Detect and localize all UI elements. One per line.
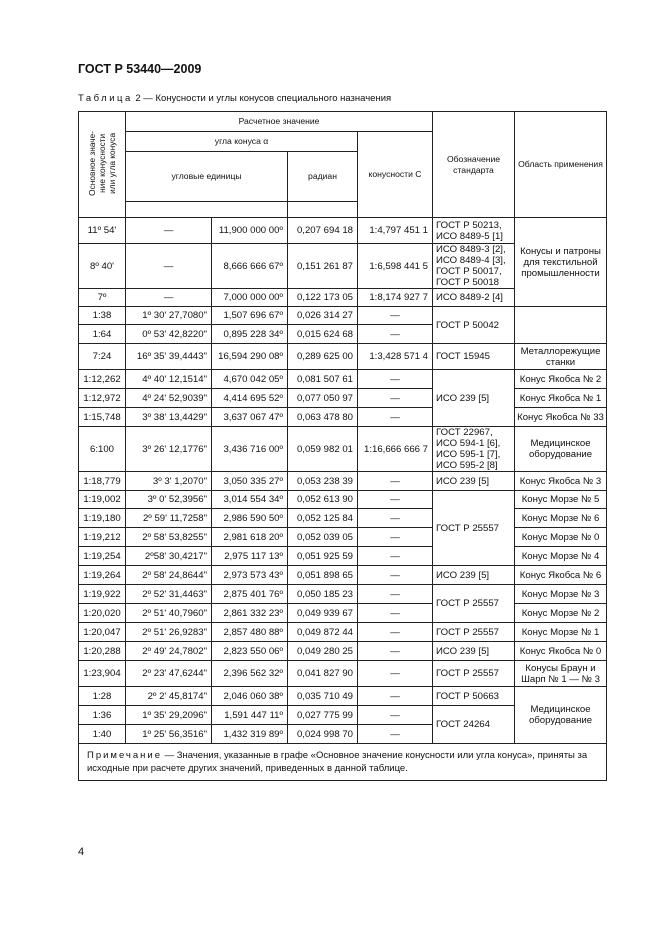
cell-application: Конус Якобса № 6: [515, 566, 607, 585]
table-row: [79, 307, 607, 325]
table-row: [79, 566, 607, 585]
cell-base: 1:20,288: [79, 642, 126, 661]
cell-radian: 0,077 050 97: [288, 389, 358, 408]
cell-radian: 0,027 775 99: [288, 706, 358, 725]
cell-angle-dms: 3º 3' 1,2070": [126, 472, 212, 491]
cell-radian: 0,049 939 67: [288, 604, 358, 623]
cell-radian: 0,052 125 84: [288, 509, 358, 528]
header-radian: радиан: [288, 152, 358, 202]
cell-radian: 0,052 613 90: [288, 491, 358, 509]
cell-base: 1:19,002: [79, 491, 126, 509]
cell-conicity: —: [358, 687, 433, 706]
cell-application: Конус Якобса № 33: [515, 408, 607, 427]
cell-radian: 0,024 998 70: [288, 725, 358, 744]
header-cone-angle: угла конуса α: [126, 132, 358, 152]
cell-radian: 0,063 478 80: [288, 408, 358, 427]
table-row: [79, 389, 607, 408]
cell-angle-dms: —: [126, 244, 212, 289]
cell-conicity: —: [358, 307, 433, 325]
header-spacer: [126, 202, 288, 218]
cell-base: 1:40: [79, 725, 126, 744]
cell-standard: ИСО 239 [5]: [433, 370, 515, 427]
cell-base: 1:36: [79, 706, 126, 725]
cell-application: Конусы Браун и Шарп № 1 — № 3: [515, 661, 607, 687]
cell-conicity: —: [358, 623, 433, 642]
cell-angle-dms: 2º 49' 24,7802": [126, 642, 212, 661]
cell-radian: 0,035 710 49: [288, 687, 358, 706]
header-application: Область применения: [515, 112, 607, 218]
cell-radian: 0,026 314 27: [288, 307, 358, 325]
caption-label: Таблица: [78, 93, 133, 104]
table-row: [79, 661, 607, 687]
page-number: 4: [78, 846, 85, 858]
cell-application: Металлорежущие станки: [515, 344, 607, 370]
cell-base: 1:23,904: [79, 661, 126, 687]
cell-standard: ГОСТ 15945: [433, 344, 515, 370]
table-note: [79, 744, 607, 781]
cell-standard: ГОСТ Р 25557: [433, 623, 515, 642]
cell-conicity: —: [358, 604, 433, 623]
cell-radian: 0,207 694 18: [288, 218, 358, 244]
cell-radian: 0,015 624 68: [288, 325, 358, 344]
cell-conicity: 1:6,598 441 5: [358, 244, 433, 289]
cell-angle-deg: 1,432 319 89º: [212, 725, 288, 744]
cell-angle-deg: 7,000 000 00º: [212, 289, 288, 307]
table-caption: [78, 93, 391, 104]
cell-angle-dms: 3º 26' 12,1776": [126, 427, 212, 472]
cell-conicity: —: [358, 370, 433, 389]
cell-conicity: —: [358, 725, 433, 744]
table-row: [79, 491, 607, 509]
cell-standard: ИСО 239 [5]: [433, 472, 515, 491]
cell-conicity: 1:4,797 451 1: [358, 218, 433, 244]
cell-angle-dms: 4º 40' 12,1514": [126, 370, 212, 389]
cell-application: [515, 307, 607, 344]
cell-application: Конус Якобса № 3: [515, 472, 607, 491]
cell-angle-dms: 1º 25' 56,3516": [126, 725, 212, 744]
cell-conicity: 1:8,174 927 7: [358, 289, 433, 307]
cell-base: 1:18,779: [79, 472, 126, 491]
cell-conicity: —: [358, 472, 433, 491]
cell-standard: ИСО 239 [5]: [433, 642, 515, 661]
cell-base: 7º: [79, 289, 126, 307]
cell-angle-dms: 0º 53' 42,8220": [126, 325, 212, 344]
table-row: [79, 687, 607, 706]
cell-conicity: —: [358, 389, 433, 408]
cell-radian: 0,049 280 25: [288, 642, 358, 661]
cell-angle-deg: 2,875 401 76º: [212, 585, 288, 604]
table-row: [79, 547, 607, 566]
cell-conicity: —: [358, 661, 433, 687]
note-text: — Значения, указанные в графе «Основное значение конусности или угла конуса», приняты за исходные при расчете других значений, приведенных в данной таблице.: [87, 750, 588, 774]
cell-angle-dms: 1º 30' 27,7080": [126, 307, 212, 325]
cell-application: Конус Морзе № 6: [515, 509, 607, 528]
cell-angle-dms: —: [126, 289, 212, 307]
cell-angle-dms: 2º 58' 24,8644": [126, 566, 212, 585]
cell-angle-deg: 8,666 666 67º: [212, 244, 288, 289]
table-row: [79, 408, 607, 427]
cell-angle-deg: 4,414 695 52º: [212, 389, 288, 408]
cell-standard: ГОСТ Р 50213, ИСО 8489-5 [1]: [433, 218, 515, 244]
table-row: [79, 370, 607, 389]
cell-angle-dms: 2º 51' 26,9283": [126, 623, 212, 642]
document-header: ГОСТ Р 53440—2009: [78, 62, 202, 76]
cell-angle-deg: 2,975 117 13º: [212, 547, 288, 566]
cell-conicity: —: [358, 325, 433, 344]
cell-standard: ИСО 239 [5]: [433, 566, 515, 585]
cell-angle-dms: 1º 35' 29,2096": [126, 706, 212, 725]
cell-angle-dms: 2º 52' 31,4463": [126, 585, 212, 604]
cell-application: Конусы и патроны для текстильной промышленности: [515, 218, 607, 307]
cell-angle-deg: 3,436 716 00º: [212, 427, 288, 472]
table-row: [79, 344, 607, 370]
table-row: [79, 585, 607, 604]
cell-base: 1:19,180: [79, 509, 126, 528]
cell-standard: ИСО 8489-2 [4]: [433, 289, 515, 307]
cell-conicity: —: [358, 408, 433, 427]
cell-angle-dms: 2º 59' 11,7258": [126, 509, 212, 528]
cell-radian: 0,081 507 61: [288, 370, 358, 389]
cell-standard: ГОСТ 24264: [433, 706, 515, 744]
cell-conicity: —: [358, 706, 433, 725]
cell-base: 1:15,748: [79, 408, 126, 427]
cell-angle-deg: 2,981 618 20º: [212, 528, 288, 547]
cell-standard: ГОСТ Р 25557: [433, 491, 515, 566]
cell-angle-deg: 2,973 573 43º: [212, 566, 288, 585]
table-row: [79, 472, 607, 491]
cell-radian: 0,051 925 59: [288, 547, 358, 566]
cell-conicity: —: [358, 491, 433, 509]
cell-base: 1:38: [79, 307, 126, 325]
cell-angle-deg: 2,046 060 38º: [212, 687, 288, 706]
cell-base: 1:19,254: [79, 547, 126, 566]
cell-base: 1:19,922: [79, 585, 126, 604]
cell-radian: 0,289 625 00: [288, 344, 358, 370]
cell-application: Конус Морзе № 1: [515, 623, 607, 642]
cell-base: 1:12,262: [79, 370, 126, 389]
cell-angle-deg: 2,823 550 06º: [212, 642, 288, 661]
cell-application: Конус Морзе № 4: [515, 547, 607, 566]
cell-angle-dms: 2º 2' 45,8174": [126, 687, 212, 706]
cell-radian: 0,041 827 90: [288, 661, 358, 687]
cell-angle-dms: 16º 35' 39,4443": [126, 344, 212, 370]
cell-radian: 0,049 872 44: [288, 623, 358, 642]
cell-application: Медицинское оборудование: [515, 427, 607, 472]
cell-standard: ГОСТ 22967, ИСО 594-1 [6], ИСО 595-1 [7], ИСО 595-2 [8]: [433, 427, 515, 472]
table-row: [79, 509, 607, 528]
cell-angle-dms: 2º 58' 53,8255": [126, 528, 212, 547]
cell-angle-deg: 4,670 042 05º: [212, 370, 288, 389]
cell-standard: ГОСТ Р 50042: [433, 307, 515, 344]
header-spacer: [288, 202, 358, 218]
cell-base: 7:24: [79, 344, 126, 370]
cell-angle-deg: 2,986 590 50º: [212, 509, 288, 528]
conicity-table: [78, 111, 607, 781]
cell-standard: ГОСТ Р 50663: [433, 687, 515, 706]
cell-base: 6:100: [79, 427, 126, 472]
table-row: [79, 218, 607, 244]
cell-application: Конус Якобса № 1: [515, 389, 607, 408]
cell-application: Медицинское оборудование: [515, 687, 607, 744]
caption-text: 2 — Конусности и углы конусов специального назначения: [132, 93, 392, 104]
cell-base: 1:19,212: [79, 528, 126, 547]
cell-radian: 0,053 238 39: [288, 472, 358, 491]
cell-conicity: —: [358, 642, 433, 661]
cell-base: 1:20,020: [79, 604, 126, 623]
cell-radian: 0,151 261 87: [288, 244, 358, 289]
cell-radian: 0,051 898 65: [288, 566, 358, 585]
cell-conicity: —: [358, 509, 433, 528]
cell-standard: ГОСТ Р 25557: [433, 585, 515, 623]
cell-angle-deg: 3,014 554 34º: [212, 491, 288, 509]
cell-conicity: —: [358, 528, 433, 547]
cell-angle-dms: 3º 0' 52,3956": [126, 491, 212, 509]
cell-application: Конус Морзе № 5: [515, 491, 607, 509]
cell-base: 1:28: [79, 687, 126, 706]
header-base-value: Основное значе- ние конусности или угла конуса: [79, 112, 126, 218]
header-angular-units: угловые единицы: [126, 152, 288, 202]
cell-base: 1:12,972: [79, 389, 126, 408]
cell-radian: 0,052 039 05: [288, 528, 358, 547]
cell-conicity: —: [358, 566, 433, 585]
cell-radian: 0,059 982 01: [288, 427, 358, 472]
cell-angle-deg: 1,507 696 67º: [212, 307, 288, 325]
cell-angle-dms: 2º 23' 47,6244": [126, 661, 212, 687]
cell-conicity: —: [358, 547, 433, 566]
header-calculated-value: Расчетное значение: [126, 112, 433, 132]
cell-angle-dms: 2º 51' 40,7960": [126, 604, 212, 623]
table-row: [79, 604, 607, 623]
table-row: [79, 427, 607, 472]
cell-angle-deg: 1,591 447 11º: [212, 706, 288, 725]
cell-base: 1:64: [79, 325, 126, 344]
cell-standard: ГОСТ Р 25557: [433, 661, 515, 687]
cell-application: Конус Якобса № 0: [515, 642, 607, 661]
table-row: [79, 528, 607, 547]
cell-base: 1:19,264: [79, 566, 126, 585]
cell-base: 8º 40': [79, 244, 126, 289]
cell-angle-deg: 2,396 562 32º: [212, 661, 288, 687]
cell-radian: 0,050 185 23: [288, 585, 358, 604]
cell-angle-deg: 3,637 067 47º: [212, 408, 288, 427]
header-conicity: конусности C: [358, 132, 433, 218]
cell-application: Конус Морзе № 0: [515, 528, 607, 547]
cell-angle-deg: 2,861 332 23º: [212, 604, 288, 623]
cell-angle-deg: 11,900 000 00º: [212, 218, 288, 244]
cell-application: Конус Морзе № 2: [515, 604, 607, 623]
cell-angle-dms: 4º 24' 52,9039": [126, 389, 212, 408]
cell-application: Конус Якобса № 2: [515, 370, 607, 389]
cell-angle-deg: 2,857 480 88º: [212, 623, 288, 642]
cell-angle-dms: 3º 38' 13,4429": [126, 408, 212, 427]
table-row: [79, 623, 607, 642]
cell-standard: ИСО 8489-3 [2], ИСО 8489-4 [3], ГОСТ Р 50017, ГОСТ Р 50018: [433, 244, 515, 289]
cell-angle-deg: 3,050 335 27º: [212, 472, 288, 491]
cell-conicity: 1:3,428 571 4: [358, 344, 433, 370]
cell-angle-deg: 0,895 228 34º: [212, 325, 288, 344]
cell-application: Конус Морзе № 3: [515, 585, 607, 604]
cell-radian: 0,122 173 05: [288, 289, 358, 307]
cell-angle-dms: 2º58' 30,4217": [126, 547, 212, 566]
note-label: Примечание: [87, 750, 162, 761]
cell-angle-dms: —: [126, 218, 212, 244]
header-standard: Обозначение стандарта: [433, 112, 515, 218]
table-row: [79, 642, 607, 661]
cell-conicity: 1:16,666 666 7: [358, 427, 433, 472]
cell-conicity: —: [358, 585, 433, 604]
cell-angle-deg: 16,594 290 08º: [212, 344, 288, 370]
cell-base: 1:20,047: [79, 623, 126, 642]
cell-base: 11º 54': [79, 218, 126, 244]
